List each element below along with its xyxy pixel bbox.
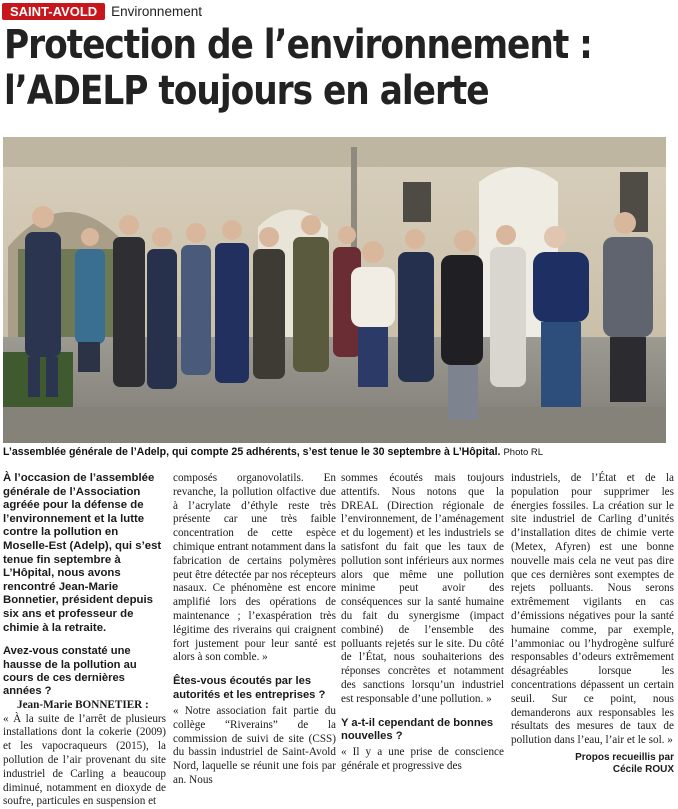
speaker-name: Jean-Marie BONNETIER : (17, 698, 149, 711)
answer-2-part-1: « Notre association fait partie du collège “Riverains” de la commission de suivi de site (CSS) du bassin industriel de Saint-Avold Nord, laquelle se réunit une fois par an. Nous (173, 704, 336, 786)
question-3: Y a-t-il cependant de bonnes nouvelles ? (341, 716, 494, 742)
article-column-2 (173, 472, 336, 788)
article-column-4 (511, 472, 674, 777)
byline-author: Cécile ROUX (612, 764, 674, 776)
caption-text: L’assemblée générale de l’Adelp, qui compte 25 adhérents, s’est tenue le 30 septembre à L’Hôpital. (3, 446, 501, 458)
answer-1-part-2: composés organovolatils. En revanche, la pollution olfactive due à l’acrylate d’éthyle reste très présente car une très faible concentration de cette espèce chimique entrant notamment dans la fabrication de certains polymères peut être détectée par nos récepteurs nasaux. Ce phénomène est encore amplifié lors des opérations de maintenance ; l’exaspération très légitime des riverains qui craignent fort justement pour leur santé est alors à son comble. » (173, 472, 336, 664)
headline-line-1: Protection de l’environnement : (4, 22, 592, 68)
answer-2-part-2: sommes écoutés mais toujours attentifs. Nous notons que la DREAL (Direction régionale de l’environnement, de l’aménagement et du logement) et les industriels se satisfont du fait que les taux de pollution sont inférieurs aux normes alors que même une pollution minime peut avoir des conséquences sur la santé humaine du fait du synergisme (impact combiné) de l’ensemble des polluants rejetés sur le site. Du côté de l’État, nous souhaiterions des réponses concrètes et notamment des sanctions lorsqu’un industriel est responsable d’une pollution. » (341, 472, 504, 705)
question-1: Avez-vous constaté une hausse de la pollution au cours de ces dernières années ? (3, 645, 137, 698)
article-column-1 (3, 472, 166, 809)
question-2: Êtes-vous écoutés par les autorités et les entreprises ? (173, 675, 326, 701)
photo-credit: Photo RL (503, 447, 544, 458)
answer-3-part-1: « Il y a une prise de conscience générale et progressive des (341, 746, 504, 773)
headline-line-2: l’ADELP toujours en alerte (4, 68, 489, 114)
location-tag: SAINT-AVOLD (2, 3, 105, 20)
answer-3-part-2: industriels, de l’État et de la population pour supprimer les énergies fossiles. La création sur le site industriel de Carling d’unités d’installation dites de chimie verte (Metex, Afyren) est une bonne nouvelle mais cela ne veut pas dire que ces dernières sont exemptes de rejets polluants. Nous serons extrêmement vigilants en cas d’émissions négatives pour la santé humaine comme, par exemple, l’ammoniac ou l’hydrogène sulfuré responsables d’odeurs extrêmement désagréables lorsque les concentrations dépassent un certain seuil. Sur ce point, nous demanderons aux responsables les résultats des mesures de taux de pollution dans l’eau, l’air et le sol. » (511, 472, 674, 747)
answer-1-part-1: « À la suite de l’arrêt de plusieurs installations dont la cokerie (2009) et les vapocraqueurs (2015), la pollution de l’air provenant du site industriel de Carling a beaucoup diminué, notamment en dioxyde de soufre, particules en suspension et (3, 712, 166, 808)
byline-line-1: Propos recueillis par (575, 751, 674, 763)
section-tagline (2, 2, 202, 20)
byline (511, 752, 674, 777)
article-column-3 (341, 472, 504, 774)
group-photo-image (3, 137, 666, 443)
group-photo (3, 137, 666, 443)
article-lede: À l’occasion de l’assemblée générale de l’Association agréée pour la défense de l’environnement et la lutte contre la pollution en Moselle-Est (Adelp), qui s’est tenue fin septembre à L’Hôpital, nous avons rencontré Jean-Marie Bonnetier, président depuis six ans et professeur de chimie à la retraite. (3, 472, 162, 634)
headline (4, 22, 592, 114)
rubric-label: Environnement (111, 3, 202, 19)
photo-caption (3, 446, 675, 458)
